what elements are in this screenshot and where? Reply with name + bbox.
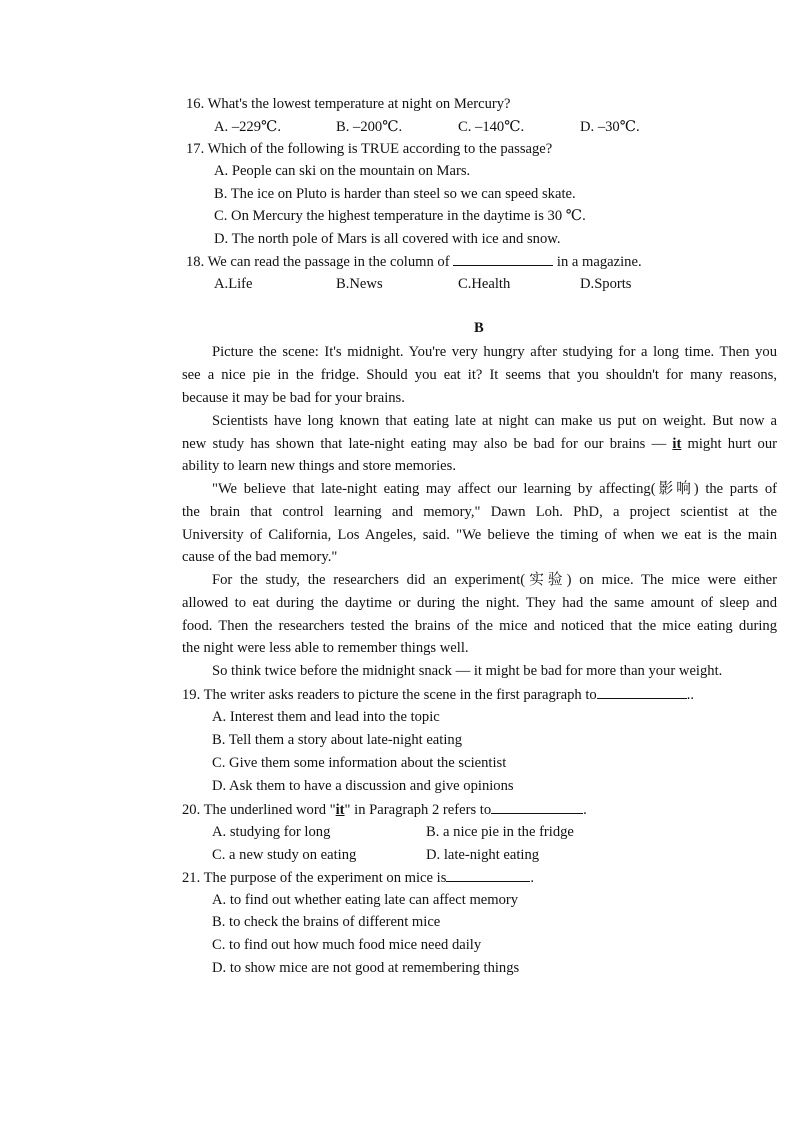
q19-answer-blank[interactable]	[597, 684, 687, 699]
q21-option-d: D. to show mice are not good at remembering things	[212, 960, 520, 976]
q18-stem-text: 18. We can read the passage in the column of	[186, 254, 450, 270]
q19-stem	[182, 684, 694, 705]
q16-stem: 16. What's the lowest temperature at night on Mercury?	[186, 96, 511, 112]
passage-p4-line2: allowed to eat during the daytime or during the night. They had the same amount of sleep and	[182, 595, 777, 611]
q21-option-c: C. to find out how much food mice need daily	[212, 937, 482, 953]
passage-p4-line1: For the study, the researchers did an experiment(实验) on mice. The mice were either	[212, 572, 777, 588]
passage-p2-line3: ability to learn new things and store memories.	[182, 458, 456, 474]
q18-answer-blank[interactable]	[453, 251, 553, 266]
q16-option-d: D. –30℃.	[580, 119, 640, 135]
q18-option-a: A.Life	[214, 276, 253, 292]
q17-option-a: A. People can ski on the mountain on Mars.	[214, 163, 471, 179]
passage-p3-line1: "We believe that late-night eating may affect our learning by affecting(影响) the parts of	[212, 481, 777, 497]
q20-underlined-it: it	[335, 802, 345, 818]
q20-stem-text: 20. The underlined word "	[182, 802, 336, 818]
q16-option-c: C. –140℃.	[458, 119, 525, 135]
underlined-word-it: it	[672, 436, 682, 452]
passage-p5: So think twice before the midnight snack — it might be bad for more than your weight.	[212, 663, 723, 679]
q20-option-c: C. a new study on eating	[212, 847, 357, 863]
q20-stem	[182, 799, 587, 820]
q16-option-a: A. –229℃.	[214, 119, 281, 135]
passage-p2-line2-text: new study has shown that late-night eating may also be bad for our brains —	[182, 436, 667, 452]
q19-stem-text: 19. The writer asks readers to picture the scene in the first paragraph to	[182, 687, 597, 703]
q20-option-d: D. late-night eating	[426, 847, 540, 863]
section-heading: B	[474, 320, 484, 336]
q20-stem-tail: .	[583, 802, 587, 818]
passage-p1-line1: Picture the scene: It's midnight. You're very hungry after studying for a long time. Then you	[212, 344, 777, 360]
passage-p3-line3: University of California, Los Angeles, said. "We believe the timing of when we eat is the main	[182, 527, 777, 543]
q18-option-b: B.News	[336, 276, 383, 292]
q18-stem-tail: in a magazine.	[556, 254, 642, 270]
q21-option-a: A. to find out whether eating late can affect memory	[212, 892, 519, 908]
passage-p1-line2: see a nice pie in the fridge. Should you eat it? It seems that you shouldn't for many reasons,	[182, 367, 777, 383]
passage-p1-line3: because it may be bad for your brains.	[182, 390, 405, 406]
q18-option-c: C.Health	[458, 276, 511, 292]
q19-stem-tail: ..	[686, 687, 694, 703]
q17-stem: 17. Which of the following is TRUE according to the passage?	[186, 141, 553, 157]
passage-p3-line4: cause of the bad memory."	[182, 549, 338, 565]
passage-p4-line4: the night were less able to remember things well.	[182, 640, 469, 656]
q21-stem-text: 21. The purpose of the experiment on mice is	[182, 870, 447, 886]
q21-stem-tail: .	[530, 870, 535, 886]
q17-option-b: B. The ice on Pluto is harder than steel so we can speed skate.	[214, 186, 576, 202]
passage-p2-line1: Scientists have long known that eating late at night can make us put on weight. But now a	[212, 413, 777, 429]
q16-option-b: B. –200℃.	[336, 119, 403, 135]
q20-answer-blank[interactable]	[491, 799, 583, 814]
q19-option-c: C. Give them some information about the scientist	[212, 755, 507, 771]
q19-option-a: A. Interest them and lead into the topic	[212, 709, 440, 725]
passage-p4-line3: food. Then the researchers tested the brains of the mice and noticed that the mice eating during	[182, 618, 777, 634]
passage-p3-line2: the brain that control learning and memory," Dawn Loh. PhD, a project scientist at the	[182, 504, 777, 520]
q21-stem	[182, 867, 534, 888]
passage-p2-line2-tail: might hurt our	[687, 436, 777, 452]
q19-option-b: B. Tell them a story about late-night eating	[212, 732, 462, 748]
q21-option-b: B. to check the brains of different mice	[212, 914, 441, 930]
q20-option-b: B. a nice pie in the fridge	[426, 824, 574, 840]
q17-option-d: D. The north pole of Mars is all covered with ice and snow.	[214, 231, 561, 247]
q18-stem	[186, 251, 642, 272]
q20-stem-middle: " in Paragraph 2 refers to	[344, 802, 492, 818]
q19-option-d: D. Ask them to have a discussion and give opinions	[212, 778, 514, 794]
passage-p2-line2	[182, 434, 777, 454]
q17-option-c: C. On Mercury the highest temperature in the daytime is 30 ℃.	[214, 208, 586, 224]
q20-option-a: A. studying for long	[212, 824, 331, 840]
q18-option-d: D.Sports	[580, 276, 632, 292]
q21-answer-blank[interactable]	[446, 867, 530, 882]
